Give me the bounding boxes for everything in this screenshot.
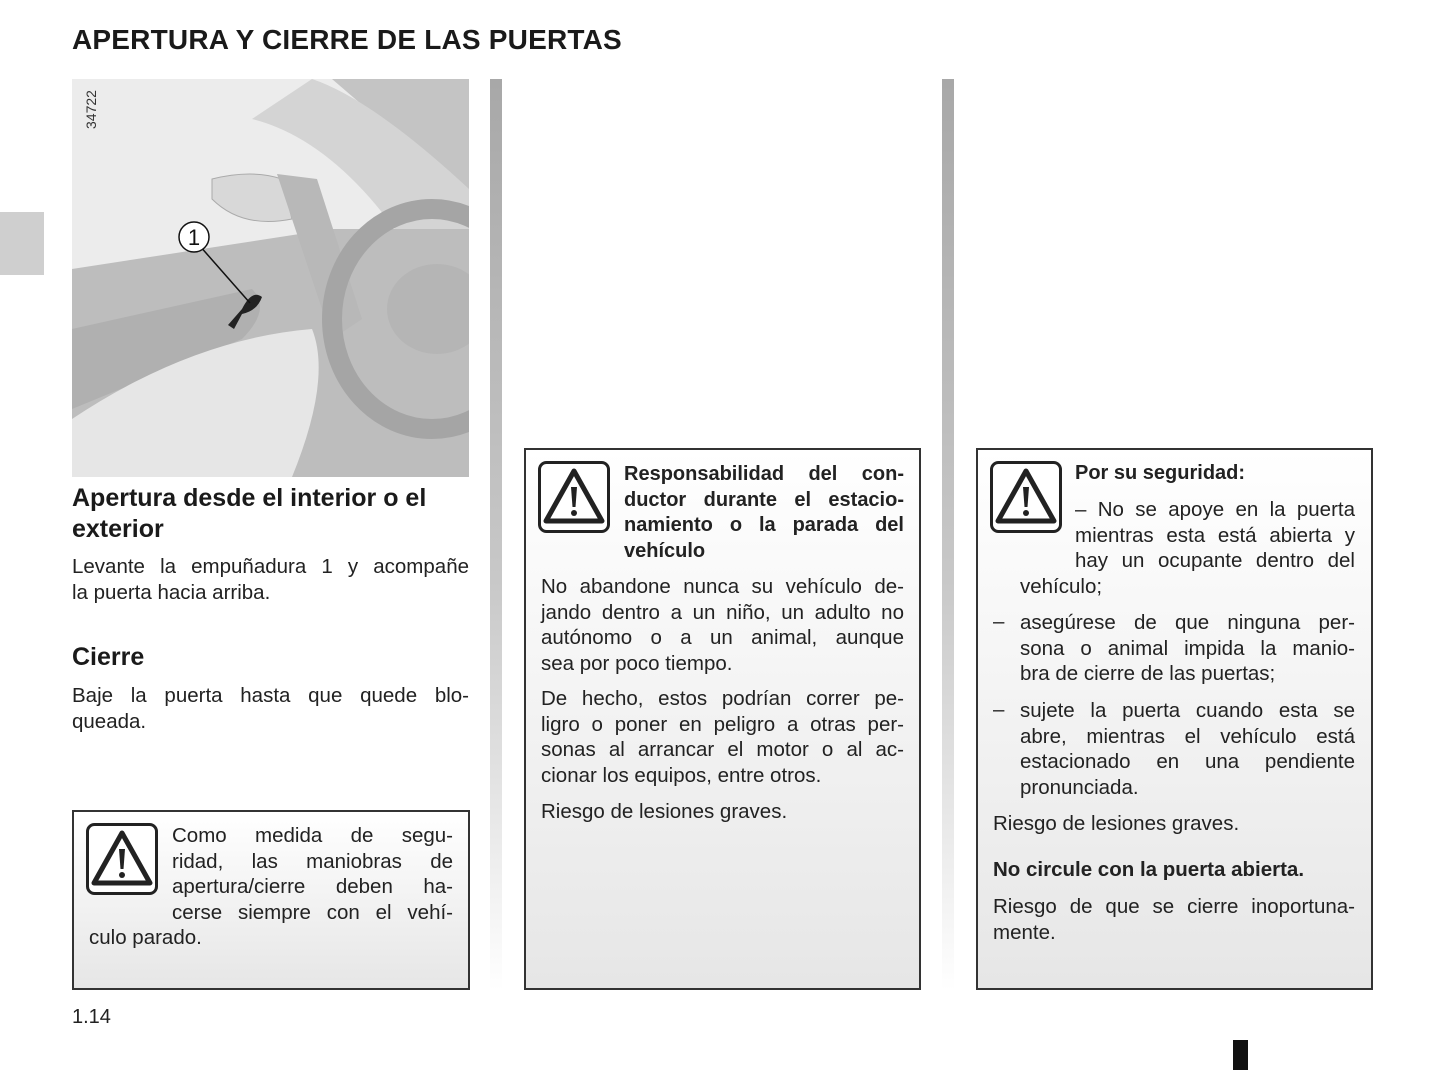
door-handle-illustration (72, 79, 469, 477)
warning-item (1020, 610, 1355, 687)
text-line: No abandone nunca su vehículo de- (541, 575, 904, 598)
warning-item-end (1020, 574, 1102, 600)
text-line: la puerta hacia arriba. (72, 580, 271, 604)
text-line: vehículo; (1020, 575, 1103, 598)
warning-paragraph (541, 574, 904, 676)
text-line: Responsabilidad del con- (624, 463, 904, 485)
warning-item (1075, 497, 1355, 574)
page-edge-marker (1233, 1040, 1248, 1070)
text-line: queada. (72, 709, 147, 733)
text-line: sea por poco tiempo. (541, 651, 733, 675)
warning-paragraph (541, 799, 904, 825)
text-line: vehículo (624, 539, 706, 562)
text-line: Levante la empuñadura 1 y acompañe (72, 555, 469, 578)
warning-text-end: culo parado. (89, 926, 202, 949)
column-divider (942, 79, 954, 991)
text-line: Como medida de segu- (172, 824, 453, 847)
dash-bullet: – (993, 698, 1005, 721)
text-line: ductor durante el estacio- (624, 488, 904, 511)
text-line: abre, mientras el vehículo está (1020, 724, 1355, 748)
text-line: apertura/cierre deben ha- (172, 875, 453, 898)
callout-label: 1 (187, 225, 201, 250)
text-line: mientras esta está abierta y (1075, 523, 1355, 547)
text-line: sona o animal impida la manio- (1020, 636, 1355, 660)
text-line: cerse siempre con el vehí- (172, 900, 453, 924)
heading-line: exterior (72, 515, 164, 543)
warning-text (172, 823, 453, 925)
text-line: cionar los equipos, entre otros. (541, 763, 822, 787)
warning-triangle-icon (538, 461, 610, 533)
warning-heading (624, 462, 904, 564)
column-divider (490, 79, 502, 991)
closing-paragraph (72, 683, 469, 734)
text-line: jando dentro a un niño, un adulto no (541, 600, 904, 624)
text-line: De hecho, estos podrían correr pe- (541, 687, 904, 710)
text-line: ligro o poner en peligro a otras per- (541, 712, 904, 736)
text-line: – No se apoye en la puerta (1075, 498, 1355, 521)
text-line: Riesgo de que se cierre inoportuna- (993, 895, 1355, 918)
text-line: autónomo o a un animal, aunque (541, 626, 904, 649)
text-line: Baje la puerta hasta que quede blo- (72, 684, 469, 707)
heading-line: Apertura desde el interior o el (72, 484, 427, 512)
warning-triangle-icon (86, 823, 158, 895)
text-line: bra de cierre de las puertas; (1020, 662, 1276, 685)
dash-bullet: – (993, 610, 1005, 633)
section-tab-marker (0, 212, 44, 275)
text-line: ridad, las maniobras de (172, 849, 453, 873)
figure-reference-number: 34722 (83, 90, 99, 129)
text-line: Riesgo de lesiones graves. (993, 812, 1240, 835)
opening-paragraph (72, 554, 469, 605)
warning-heading: Por su seguridad: (1075, 462, 1246, 484)
text-line: estacionado en una pendiente (1020, 750, 1355, 773)
text-line: mente. (993, 920, 1056, 944)
text-line: sonas al arrancar el motor o al ac- (541, 738, 904, 761)
text-line: pronunciada. (1020, 775, 1139, 799)
warning-paragraph (541, 686, 904, 788)
text-line: Riesgo de lesiones graves. (541, 800, 788, 823)
warning-triangle-icon (990, 461, 1062, 533)
warning-paragraph (993, 894, 1355, 945)
warning-item (1020, 698, 1355, 800)
page-number: 1.14 (72, 1006, 111, 1028)
heading-opening (72, 483, 469, 545)
text-line: asegúrese de que ninguna per- (1020, 611, 1355, 634)
text-line: namiento o la parada del (624, 514, 904, 536)
heading-closing: Cierre (72, 643, 145, 671)
page-title: APERTURA Y CIERRE DE LAS PUERTAS (72, 24, 622, 55)
warning-paragraph (993, 811, 1355, 837)
warning-bold-line: No circule con la puerta abierta. (993, 858, 1305, 881)
text-line: hay un ocupante dentro del (1075, 549, 1355, 572)
text-line: sujete la puerta cuando esta se (1020, 699, 1355, 722)
